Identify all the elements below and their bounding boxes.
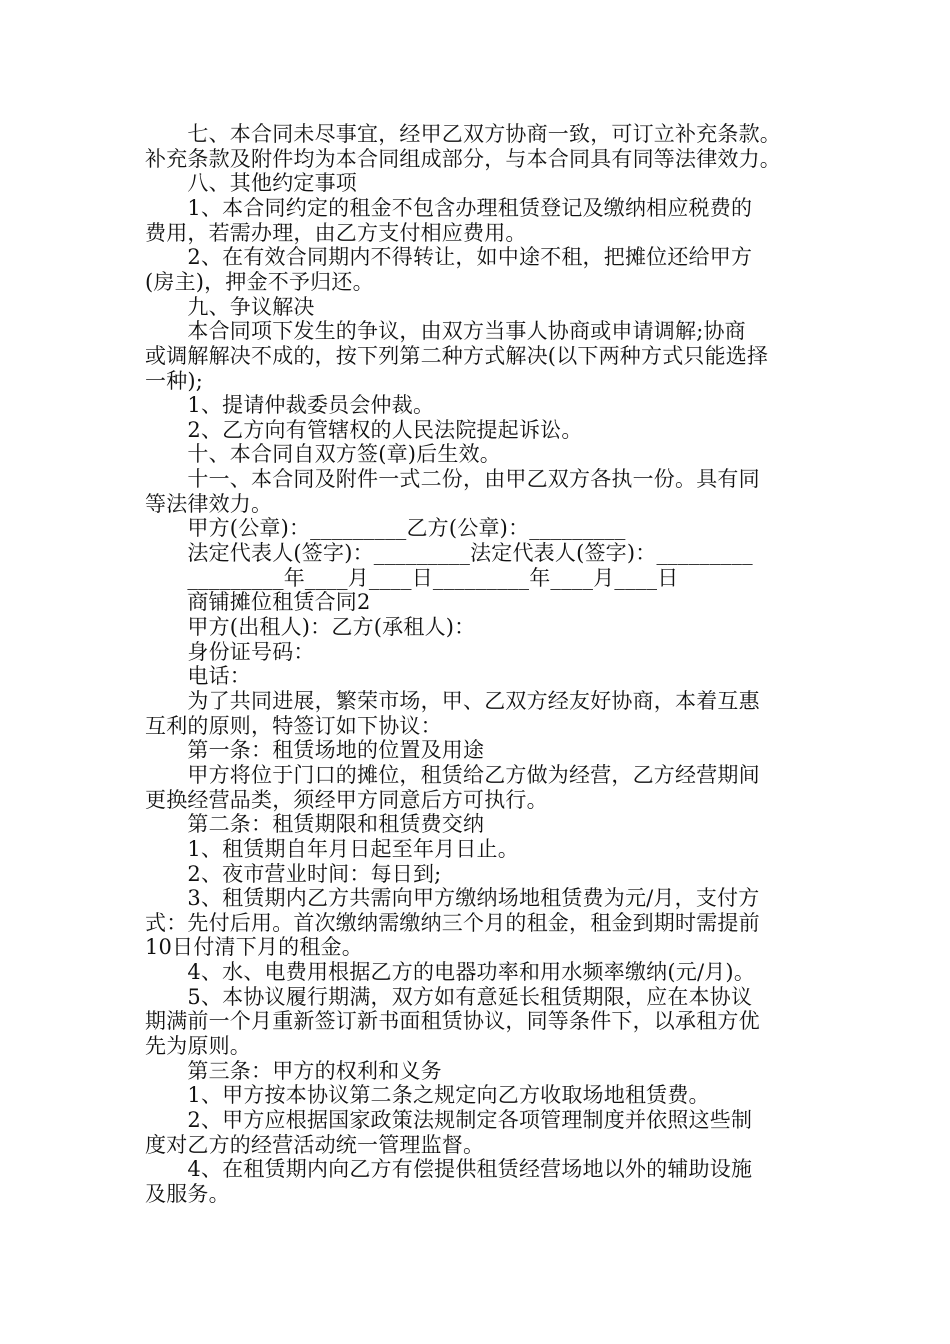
text-line: 法定代表人(签字)：_________法定代表人(签字)：_________ [145, 541, 753, 565]
text-line: 甲方将位于门口的摊位，租赁给乙方做为经营，乙方经营期间 [145, 762, 760, 787]
text-line: 甲方(出租人)：乙方(承租人)： [145, 615, 476, 639]
text-line: 本合同项下发生的争议，由双方当事人协商或申请调解;协商 [145, 319, 746, 344]
text-line: 八、其他约定事项 [145, 171, 357, 196]
text-line: 费用，若需办理，由乙方支付相应费用。 [145, 220, 527, 245]
text-line: 1、甲方按本协议第二条之规定向乙方收取场地租赁费。 [145, 1083, 710, 1108]
text-line: 互利的原则，特签订如下协议： [145, 713, 442, 738]
text-line: (房主)，押金不予归还。 [145, 269, 374, 294]
text-line: 第一条：租赁场地的位置及用途 [145, 738, 485, 763]
text-line: 甲方(公章)：_________乙方(公章)：_________ [145, 516, 626, 541]
text-line: 4、水、电费用根据乙方的电器功率和用水频率缴纳(元/月)。 [145, 960, 756, 985]
text-line: 2、在有效合同期内不得转让，如中途不租，把摊位还给甲方 [145, 245, 753, 270]
text-line: 电话： [145, 664, 251, 689]
text-line: 期满前一个月重新签订新书面租赁协议，同等条件下，以承租方优 [145, 1009, 760, 1034]
text-line: 第三条：甲方的权利和义务 [145, 1058, 442, 1083]
text-line: 先为原则。 [145, 1034, 251, 1058]
text-line: 补充条款及附件均为本合同组成部分，与本合同具有同等法律效力。 [145, 146, 781, 171]
text-line: 3、租赁期内乙方共需向甲方缴纳场地租赁费为元/月，支付方 [145, 886, 760, 911]
text-line: 度对乙方的经营活动统一管理监督。 [145, 1132, 485, 1157]
text-line: 第二条：租赁期限和租赁费交纳 [145, 812, 485, 837]
text-line: 一种); [145, 368, 204, 393]
text-line: _________年____月____日_________年____月____日 [145, 565, 679, 590]
text-line: 九、争议解决 [145, 294, 315, 319]
text-line: 式：先付后用。首次缴纳需缴纳三个月的租金，租金到期时需提前 [145, 910, 760, 935]
text-line: 2、乙方向有管辖权的人民法院提起诉讼。 [145, 417, 583, 442]
text-line: 2、甲方应根据国家政策法规制定各项管理制度并依照这些制 [145, 1108, 753, 1132]
text-line: 2、夜市营业时间：每日到; [145, 861, 442, 886]
text-line: 为了共同进展，繁荣市场，甲、乙双方经友好协商，本着互惠 [145, 688, 760, 713]
text-line: 等法律效力。 [145, 491, 273, 516]
text-line: 身份证号码： [145, 639, 315, 664]
text-line: 1、本合同约定的租金不包含办理租赁登记及缴纳相应税费的 [145, 195, 753, 220]
text-line: 十、本合同自双方签(章)后生效。 [145, 442, 501, 467]
text-line: 商铺摊位租赁合同2 [145, 590, 371, 615]
text-line: 10日付清下月的租金。 [145, 935, 363, 960]
text-line: 1、租赁期自年月日起至年月日止。 [145, 836, 519, 861]
text-line: 或调解解决不成的，按下列第二种方式解决(以下两种方式只能选择 [145, 343, 769, 368]
text-line: 十一、本合同及附件一式二份，由甲乙双方各执一份。具有同 [145, 467, 760, 492]
text-line: 4、在租赁期内向乙方有偿提供租赁经营场地以外的辅助设施 [145, 1157, 753, 1182]
text-line: 更换经营品类，须经甲方同意后方可执行。 [145, 787, 548, 812]
text-line: 5、本协议履行期满，双方如有意延长租赁期限，应在本协议 [145, 984, 753, 1009]
text-line: 七、本合同未尽事宜，经甲乙双方协商一致，可订立补充条款。 [145, 122, 781, 146]
text-line: 1、提请仲裁委员会仲裁。 [145, 393, 435, 418]
text-line: 及服务。 [145, 1182, 230, 1206]
